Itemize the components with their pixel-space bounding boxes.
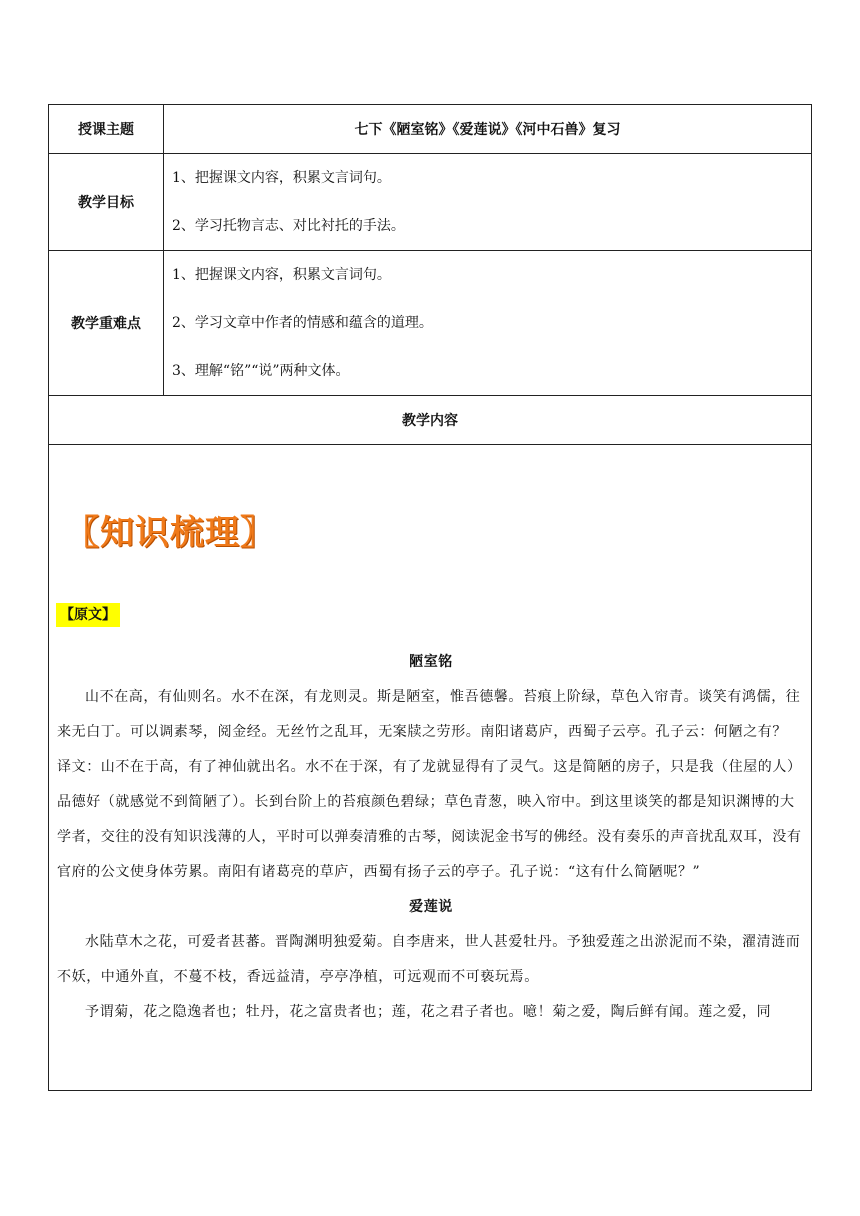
goal-item: 1、把握课文内容，积累文言词句。 [172,170,391,186]
difficulty-item: 3、理解“铭”“说”两种文体。 [172,363,350,379]
paragraph: 水陆草木之花，可爱者甚蕃。晋陶渊明独爱菊。自李唐来，世人甚爱牡丹。予独爱莲之出淤泥而不染，濯清涟而不妖，中通外直，不蔓不枝，香远益清，亭亭净植，可远观而不可亵玩焉。 [57,934,801,985]
topic-label: 授课主题 [49,105,164,154]
difficulty-item: 2、学习文章中作者的情感和蕴含的道理。 [172,315,433,331]
lesson-plan-page [48,104,812,1091]
difficulty-row [49,251,812,396]
difficulty-item: 1、把握课文内容，积累文言词句。 [172,267,391,283]
goal-item: 2、学习托物言志、对比衬托的手法。 [172,218,405,234]
lesson-plan-table [48,104,812,1091]
paragraph: 予谓菊，花之隐逸者也；牡丹，花之富贵者也；莲，花之君子者也。噫！菊之爱，陶后鲜有闻。莲之爱，同 [85,1004,772,1020]
content-header: 教学内容 [49,396,812,445]
difficulty-label: 教学重难点 [49,251,164,396]
poem-title: 陋室铭 [409,654,453,670]
content-row [49,445,812,1091]
topic-value: 七下《陋室铭》《爱莲说》《河中石兽》复习 [164,105,812,154]
paragraph: 山不在高，有仙则名。水不在深，有龙则灵。斯是陋室，惟吾德馨。苔痕上阶绿，草色入帘青。谈笑有鸿儒，往来无白丁。可以调素琴，阅金经。无丝竹之乱耳，无案牍之劳形。南阳诸葛庐，西蜀子云亭。孔子云：何陋之有？ [57,689,801,740]
essay-title: 爱莲说 [409,899,453,915]
goal-list [164,154,812,251]
goal-label: 教学目标 [49,154,164,251]
body-text [57,645,805,1030]
content-header-row [49,396,812,445]
topic-row [49,105,812,154]
original-text-tag: 【原文】 [56,603,120,627]
translation-paragraph: 译文：山不在于高，有了神仙就出名。水不在于深，有了龙就显得有了灵气。这是简陋的房子，只是我（住屋的人）品德好（就感觉不到简陋了）。长到台阶上的苔痕颜色碧绿；草色青葱，映入帘中。到这里谈笑的都是知识渊博的大学者，交往的没有知识浅薄的人，平时可以弹奏清雅的古琴，阅读泥金书写的佛经。没有奏乐的声音扰乱双耳，没有官府的公文使身体劳累。南阳有诸葛亮的草庐，西蜀有扬子云的亭子。孔子说：“这有什么简陋呢？” [57,759,802,880]
difficulty-list [164,251,812,396]
goal-row [49,154,812,251]
content-cell [49,445,812,1091]
knowledge-banner: 〖知识梳理〗 [65,513,275,553]
